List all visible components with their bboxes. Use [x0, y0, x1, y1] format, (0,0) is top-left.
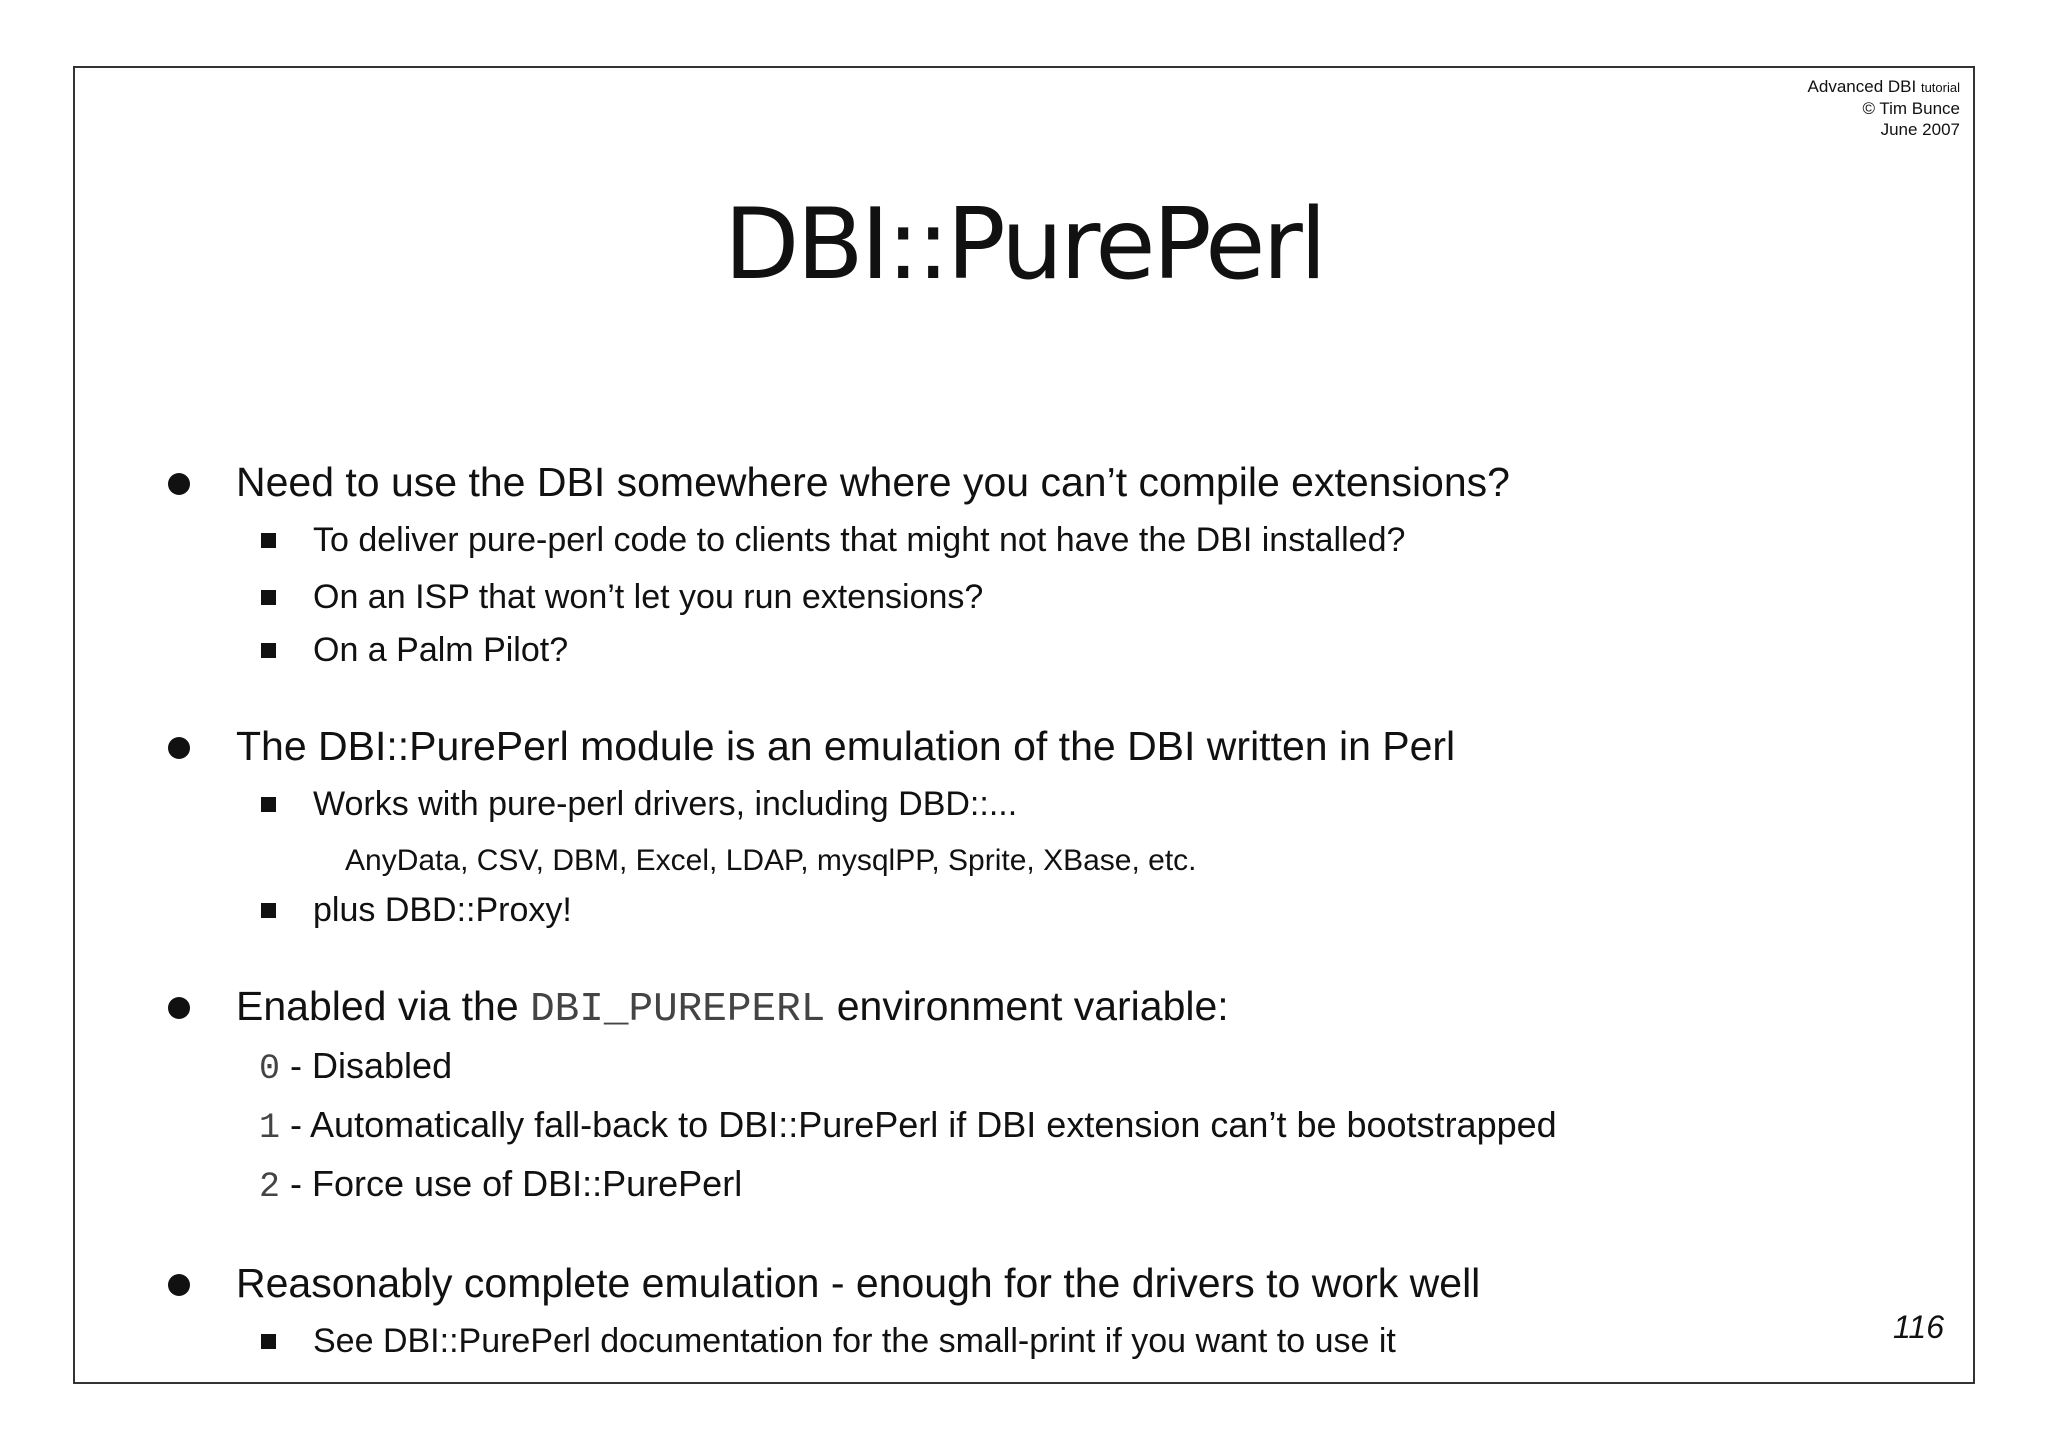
- sub-bullet-text: On an ISP that won’t let you run extensions?: [313, 578, 984, 616]
- bullet-text-after: environment variable:: [836, 983, 1229, 1029]
- header-credits: [1808, 76, 1960, 140]
- bullet-dot: [168, 1274, 190, 1296]
- sub-bullet-text: On a Palm Pilot?: [313, 631, 569, 669]
- slide-title: DBI::PurePerl: [724, 188, 1324, 302]
- bullet-dot: [168, 473, 190, 495]
- credit-title: Advanced DBI: [1807, 77, 1917, 96]
- bullet-text: The DBI::PurePerl module is an emulation of the DBI written in Perl: [236, 723, 1456, 769]
- sub-bullet-square: [261, 590, 276, 605]
- credit-line-tutorial: [1808, 76, 1960, 98]
- driver-list: AnyData, CSV, DBM, Excel, LDAP, mysqlPP, Sprite, XBase, etc.: [345, 844, 1197, 877]
- sub-bullet-text: plus DBD::Proxy!: [313, 891, 572, 929]
- sub-bullet-square: [261, 643, 276, 658]
- bullet-text-before: Enabled via the: [236, 983, 519, 1029]
- page-number: 116: [1892, 1309, 1944, 1345]
- sub-bullet-text: Works with pure-perl drivers, including DBD::...: [313, 785, 1018, 823]
- env-option-value: 2: [259, 1167, 281, 1207]
- bullet-text: Need to use the DBI somewhere where you can’t compile extensions?: [236, 459, 1510, 505]
- credit-title-small: tutorial: [1920, 80, 1960, 95]
- sub-bullet-square: [261, 797, 276, 812]
- env-option-desc: - Disabled: [290, 1045, 453, 1086]
- credit-date: June 2007: [1880, 120, 1960, 139]
- credit-author: © Tim Bunce: [1862, 99, 1960, 118]
- sub-bullet-text: See DBI::PurePerl documentation for the small-print if you want to use it: [313, 1322, 1396, 1360]
- env-option-desc: - Force use of DBI::PurePerl: [290, 1163, 743, 1204]
- env-option: [259, 1103, 1557, 1150]
- env-option: [259, 1044, 452, 1091]
- env-variable-code: DBI_PUREPERL: [530, 987, 826, 1033]
- env-option-desc: - Automatically fall-back to DBI::PurePerl if DBI extension can’t be bootstrapped: [290, 1104, 1557, 1145]
- bullet-dot: [168, 997, 190, 1019]
- bullet-text: [236, 982, 1229, 1034]
- env-option-value: 1: [259, 1108, 281, 1148]
- sub-bullet-square: [261, 903, 276, 918]
- bullet-dot: [168, 737, 190, 759]
- env-option-value: 0: [259, 1049, 281, 1089]
- sub-bullet-text: To deliver pure-perl code to clients that might not have the DBI installed?: [313, 521, 1406, 559]
- env-option: [259, 1162, 742, 1209]
- sub-bullet-square: [261, 1334, 276, 1349]
- bullet-text: Reasonably complete emulation - enough for the drivers to work well: [236, 1260, 1481, 1306]
- sub-bullet-square: [261, 533, 276, 548]
